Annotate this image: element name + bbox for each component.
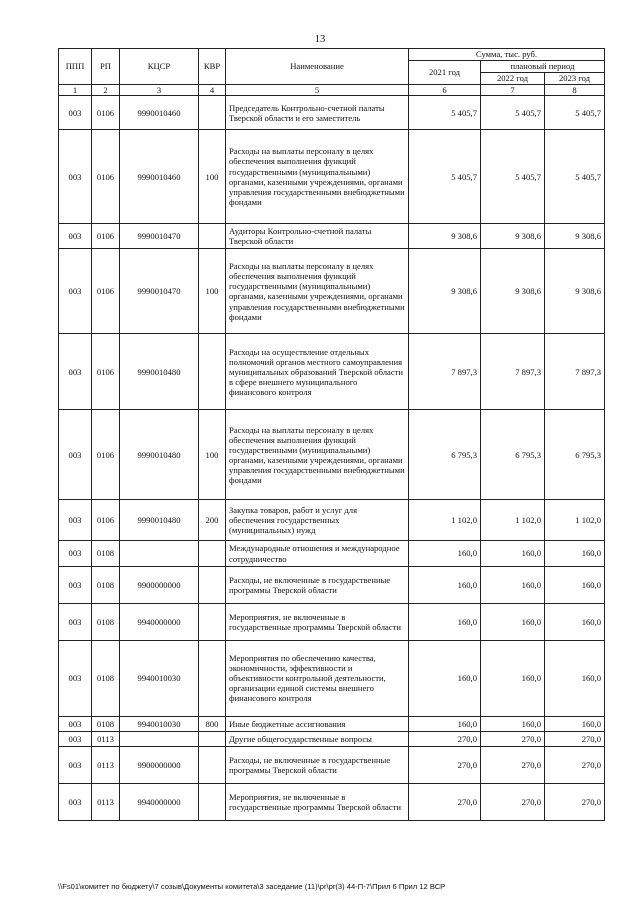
amount-2023-cell: 7 897,3 (545, 334, 605, 410)
amount-2022-cell: 270,0 (481, 783, 545, 820)
amount-2021-cell: 270,0 (409, 731, 481, 746)
file-path-footer: \\Fs01\комитет по бюджету\7 созыв\Документы комитета\3 заседание (11)\pr\pr(3) 44-П-7\Прил 6 Прил 12 ВСР (58, 882, 446, 891)
amount-2021-cell: 160,0 (409, 716, 481, 731)
rp-cell: 0113 (92, 731, 120, 746)
amount-2021-cell: 270,0 (409, 783, 481, 820)
rp-cell: 0106 (92, 130, 120, 224)
amount-2021-cell: 7 897,3 (409, 334, 481, 410)
rp-cell: 0106 (92, 249, 120, 334)
kcsr-cell: 9990010480 (120, 410, 199, 500)
rp-cell: 0106 (92, 500, 120, 541)
amount-2023-cell: 9 308,6 (545, 249, 605, 334)
kvr-cell (199, 731, 226, 746)
amount-2022-cell: 160,0 (481, 541, 545, 566)
ppp-cell: 003 (59, 410, 92, 500)
amount-2022-cell: 5 405,7 (481, 130, 545, 224)
ppp-cell: 003 (59, 746, 92, 783)
kvr-cell: 100 (199, 249, 226, 334)
table-row (59, 640, 605, 716)
page-number: 13 (314, 34, 326, 45)
amount-2022-cell: 9 308,6 (481, 224, 545, 249)
ppp-cell: 003 (59, 716, 92, 731)
ppp-cell: 003 (59, 731, 92, 746)
amount-2021-cell: 1 102,0 (409, 500, 481, 541)
column-number: 7 (481, 85, 545, 96)
kvr-cell (199, 746, 226, 783)
name-cell: Расходы на осуществление отдельных полномочий органов местного самоуправления муниципальных образований Тверской области в сфере внешнего муниципального финансового контроля (226, 334, 409, 410)
name-cell: Мероприятия, не включенные в государственные программы Тверской области (226, 783, 409, 820)
rp-cell: 0113 (92, 783, 120, 820)
column-number: 6 (409, 85, 481, 96)
kvr-cell (199, 541, 226, 566)
table-row (59, 566, 605, 603)
kcsr-cell: 9990010480 (120, 334, 199, 410)
amount-2022-cell: 9 308,6 (481, 249, 545, 334)
table-row (59, 249, 605, 334)
column-number: 4 (199, 85, 226, 96)
amount-2021-cell: 270,0 (409, 746, 481, 783)
kvr-cell (199, 640, 226, 716)
kcsr-cell: 9990010460 (120, 130, 199, 224)
ppp-cell: 003 (59, 640, 92, 716)
rp-cell: 0108 (92, 566, 120, 603)
name-cell: Мероприятия по обеспечению качества, экономичности, эффективности и объективности контрольной деятельности, организации единой системы внешнего финансового контроля (226, 640, 409, 716)
table-row (59, 783, 605, 820)
amount-2023-cell: 9 308,6 (545, 224, 605, 249)
kcsr-cell: 9990010480 (120, 500, 199, 541)
ppp-cell: 003 (59, 334, 92, 410)
amount-2023-cell: 5 405,7 (545, 130, 605, 224)
header-row-1 (59, 49, 605, 61)
ppp-cell: 003 (59, 783, 92, 820)
budget-table (58, 48, 605, 821)
header-rp: РП (92, 49, 120, 85)
kvr-cell (199, 603, 226, 640)
name-cell: Другие общегосударственные вопросы (226, 731, 409, 746)
amount-2023-cell: 5 405,7 (545, 96, 605, 130)
amount-2022-cell: 160,0 (481, 640, 545, 716)
rp-cell: 0108 (92, 716, 120, 731)
name-cell: Закупка товаров, работ и услуг для обеспечения государственных (муниципальных) нужд (226, 500, 409, 541)
header-ppp: ППП (59, 49, 92, 85)
amount-2023-cell: 270,0 (545, 731, 605, 746)
kcsr-cell (120, 731, 199, 746)
ppp-cell: 003 (59, 96, 92, 130)
amount-2023-cell: 270,0 (545, 746, 605, 783)
column-number: 3 (120, 85, 199, 96)
amount-2022-cell: 160,0 (481, 603, 545, 640)
kcsr-cell: 9940000000 (120, 783, 199, 820)
amount-2023-cell: 160,0 (545, 640, 605, 716)
amount-2022-cell: 270,0 (481, 731, 545, 746)
table-row (59, 500, 605, 541)
amount-2023-cell: 160,0 (545, 716, 605, 731)
amount-2021-cell: 9 308,6 (409, 224, 481, 249)
rp-cell: 0106 (92, 96, 120, 130)
table-row (59, 334, 605, 410)
amount-2022-cell: 270,0 (481, 746, 545, 783)
name-cell: Аудиторы Контрольно-счетной палаты Тверской области (226, 224, 409, 249)
amount-2021-cell: 5 405,7 (409, 96, 481, 130)
kcsr-cell: 9940010030 (120, 716, 199, 731)
name-cell: Международные отношения и международное сотрудничество (226, 541, 409, 566)
ppp-cell: 003 (59, 130, 92, 224)
amount-2023-cell: 160,0 (545, 541, 605, 566)
table-row (59, 541, 605, 566)
ppp-cell: 003 (59, 566, 92, 603)
header-plan-period: плановый период (481, 61, 605, 73)
kvr-cell (199, 96, 226, 130)
kcsr-cell: 9990010470 (120, 249, 199, 334)
kcsr-cell: 9940000000 (120, 603, 199, 640)
header-name: Наименование (226, 49, 409, 85)
amount-2021-cell: 160,0 (409, 603, 481, 640)
name-cell: Председатель Контрольно-счетной палаты Тверской области и его заместитель (226, 96, 409, 130)
amount-2022-cell: 160,0 (481, 716, 545, 731)
kvr-cell: 200 (199, 500, 226, 541)
rp-cell: 0108 (92, 603, 120, 640)
ppp-cell: 003 (59, 249, 92, 334)
name-cell: Расходы, не включенные в государственные программы Тверской области (226, 566, 409, 603)
kcsr-cell: 9940010030 (120, 640, 199, 716)
ppp-cell: 003 (59, 224, 92, 249)
amount-2022-cell: 1 102,0 (481, 500, 545, 541)
header-2022: 2022 год (481, 73, 545, 85)
table-row (59, 746, 605, 783)
amount-2023-cell: 160,0 (545, 566, 605, 603)
table-row (59, 224, 605, 249)
amount-2023-cell: 160,0 (545, 603, 605, 640)
amount-2021-cell: 5 405,7 (409, 130, 481, 224)
header-kcsr: КЦСР (120, 49, 199, 85)
kvr-cell (199, 334, 226, 410)
header-2021: 2021 год (409, 61, 481, 85)
column-number: 8 (545, 85, 605, 96)
name-cell: Расходы, не включенные в государственные программы Тверской области (226, 746, 409, 783)
amount-2021-cell: 160,0 (409, 640, 481, 716)
kvr-cell (199, 224, 226, 249)
column-number-row (59, 85, 605, 96)
amount-2022-cell: 7 897,3 (481, 334, 545, 410)
kcsr-cell: 9900000000 (120, 746, 199, 783)
amount-2022-cell: 160,0 (481, 566, 545, 603)
name-cell: Расходы на выплаты персоналу в целях обеспечения выполнения функций государственными (муниципальными) органами, казенными учреждениями, органами управления государственными внебюджетными фондами (226, 410, 409, 500)
amount-2021-cell: 9 308,6 (409, 249, 481, 334)
amount-2022-cell: 5 405,7 (481, 96, 545, 130)
table-row (59, 603, 605, 640)
amount-2022-cell: 6 795,3 (481, 410, 545, 500)
rp-cell: 0106 (92, 334, 120, 410)
kcsr-cell (120, 541, 199, 566)
rp-cell: 0113 (92, 746, 120, 783)
kcsr-cell: 9900000000 (120, 566, 199, 603)
name-cell: Мероприятия, не включенные в государственные программы Тверской области (226, 603, 409, 640)
rp-cell: 0106 (92, 410, 120, 500)
table-row (59, 731, 605, 746)
ppp-cell: 003 (59, 541, 92, 566)
rp-cell: 0108 (92, 640, 120, 716)
column-number: 1 (59, 85, 92, 96)
rp-cell: 0106 (92, 224, 120, 249)
table-row (59, 96, 605, 130)
amount-2021-cell: 6 795,3 (409, 410, 481, 500)
name-cell: Расходы на выплаты персоналу в целях обеспечения выполнения функций государственными (муниципальными) органами, казенными учреждениями, органами управления государственными внебюджетными фондами (226, 130, 409, 224)
kvr-cell (199, 566, 226, 603)
kcsr-cell: 9990010470 (120, 224, 199, 249)
kvr-cell: 100 (199, 130, 226, 224)
kcsr-cell: 9990010460 (120, 96, 199, 130)
header-2023: 2023 год (545, 73, 605, 85)
name-cell: Расходы на выплаты персоналу в целях обеспечения выполнения функций государственными (муниципальными) органами, казенными учреждениями, органами управления государственными внебюджетными фондами (226, 249, 409, 334)
table-row (59, 130, 605, 224)
table-row (59, 410, 605, 500)
table-row (59, 716, 605, 731)
rp-cell: 0108 (92, 541, 120, 566)
amount-2021-cell: 160,0 (409, 541, 481, 566)
kvr-cell: 800 (199, 716, 226, 731)
amount-2023-cell: 270,0 (545, 783, 605, 820)
kvr-cell: 100 (199, 410, 226, 500)
amount-2023-cell: 1 102,0 (545, 500, 605, 541)
header-sum: Сумма, тыс. руб. (409, 49, 605, 61)
ppp-cell: 003 (59, 603, 92, 640)
kvr-cell (199, 783, 226, 820)
amount-2021-cell: 160,0 (409, 566, 481, 603)
name-cell: Иные бюджетные ассигнования (226, 716, 409, 731)
ppp-cell: 003 (59, 500, 92, 541)
column-number: 5 (226, 85, 409, 96)
amount-2023-cell: 6 795,3 (545, 410, 605, 500)
header-kvr: КВР (199, 49, 226, 85)
column-number: 2 (92, 85, 120, 96)
